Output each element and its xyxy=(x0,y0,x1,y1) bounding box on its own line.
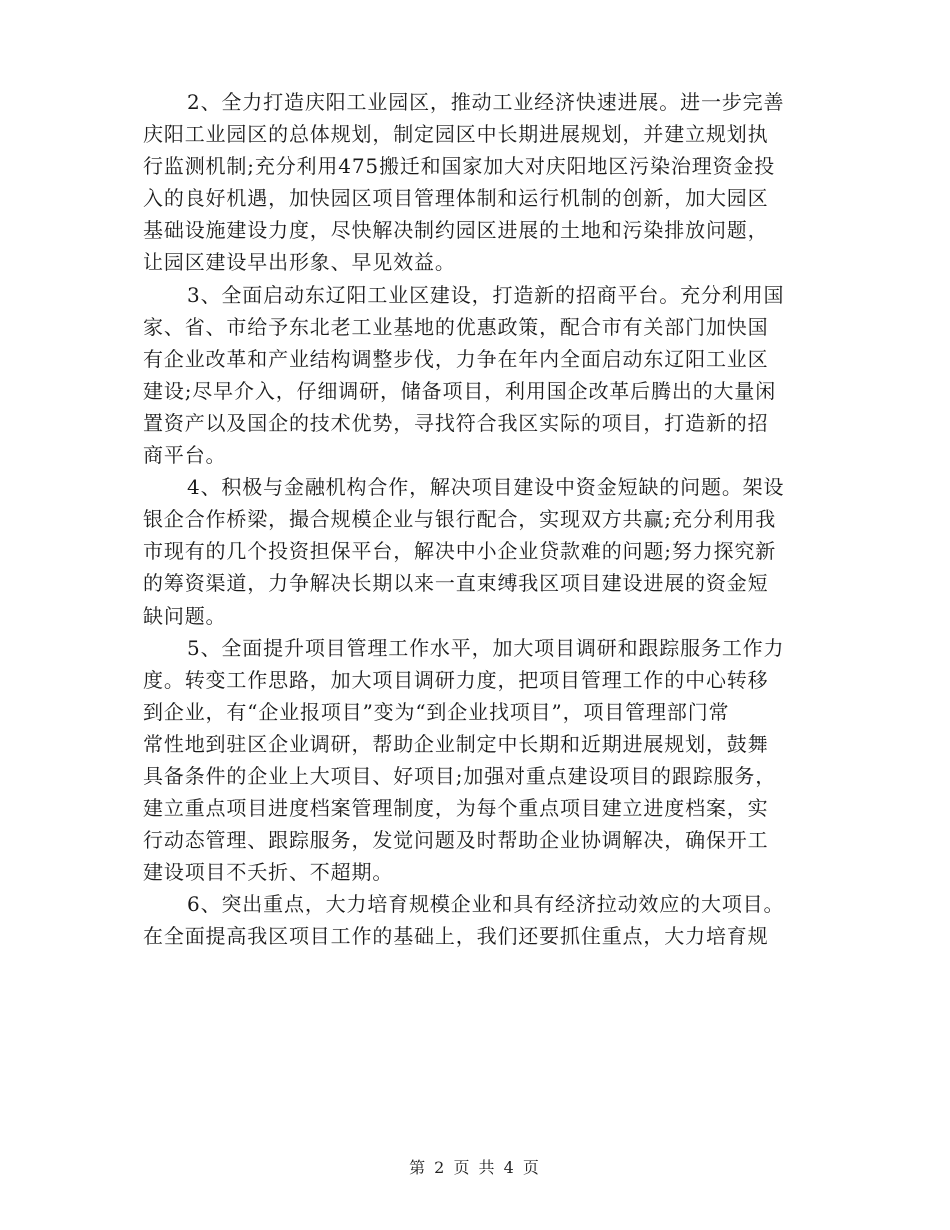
page-number-footer: 第 2 页 共 4 页 xyxy=(409,1158,541,1177)
text-line: 建立重点项目进度档案管理制度，为每个重点项目建立进度档案，实 xyxy=(143,796,769,821)
text-line: 基础设施建设力度，尽快解决制约园区进展的土地和污染排放问题， xyxy=(143,218,769,243)
text-line: 行监测机制;充分利用475搬迁和国家加大对庆阳地区污染治理资金投 xyxy=(143,154,776,179)
paragraph-4 xyxy=(143,471,807,631)
paragraph-2 xyxy=(143,86,807,279)
paragraph-3 xyxy=(143,279,807,472)
text-line: 6、突出重点，大力培育规模企业和具有经济拉动效应的大项目。 xyxy=(187,892,785,917)
text-line: 市现有的几个投资担保平台，解决中小企业贷款难的问题;努力探究新 xyxy=(143,539,777,564)
paragraph-5 xyxy=(143,632,807,889)
text-line: 5、全面提升项目管理工作水平，加大项目调研和跟踪服务工作力 xyxy=(187,635,785,660)
text-line: 到企业，有“企业报项目”变为“到企业找项目”，项目管理部门常 xyxy=(143,699,730,724)
text-line: 具备条件的企业上大项目、好项目;加强对重点建设项目的跟踪服务， xyxy=(143,763,777,788)
text-line: 在全面提高我区项目工作的基础上，我们还要抓住重点，大力培育规 xyxy=(143,924,769,949)
text-line: 庆阳工业园区的总体规划，制定园区中长期进展规划，并建立规划执 xyxy=(143,122,769,147)
text-line: 建设;尽早介入，仔细调研，储备项目，利用国企改革后腾出的大量闲 xyxy=(143,378,777,403)
text-line: 缺问题。 xyxy=(143,603,227,628)
paragraph-6 xyxy=(143,888,807,952)
text-line: 行动态管理、跟踪服务，发觉问题及时帮助企业协调解决，确保开工 xyxy=(143,828,769,853)
text-line: 入的良好机遇，加快园区项目管理体制和运行机制的创新，加大园区 xyxy=(143,186,769,211)
text-line: 让园区建设早出形象、早见效益。 xyxy=(143,250,456,275)
text-line: 家、省、市给予东北老工业基地的优惠政策，配合市有关部门加快国 xyxy=(143,314,769,339)
text-line: 度。转变工作思路，加大项目调研力度，把项目管理工作的中心转移 xyxy=(143,667,769,692)
text-line: 4、积极与金融机构合作，解决项目建设中资金短缺的问题。架设 xyxy=(187,475,785,500)
text-line: 常性地到驻区企业调研，帮助企业制定中长期和近期进展规划，鼓舞 xyxy=(143,731,769,756)
text-line: 3、全面启动东辽阳工业区建设，打造新的招商平台。充分利用国 xyxy=(187,282,785,307)
text-line: 银企合作桥梁，撮合规模企业与银行配合，实现双方共赢;充分利用我 xyxy=(143,507,777,532)
text-line: 2、全力打造庆阳工业园区，推动工业经济快速进展。进一步完善 xyxy=(187,90,785,114)
text-line: 的筹资渠道，力争解决长期以来一直束缚我区项目建设进展的资金短 xyxy=(143,571,769,596)
text-line: 置资产以及国企的技术优势，寻找符合我区实际的项目，打造新的招 xyxy=(143,410,769,435)
text-line: 有企业改革和产业结构调整步伐，力争在年内全面启动东辽阳工业区 xyxy=(143,346,769,371)
text-line: 商平台。 xyxy=(143,443,227,468)
text-line: 建设项目不夭折、不超期。 xyxy=(143,860,394,885)
document-body xyxy=(143,86,807,953)
